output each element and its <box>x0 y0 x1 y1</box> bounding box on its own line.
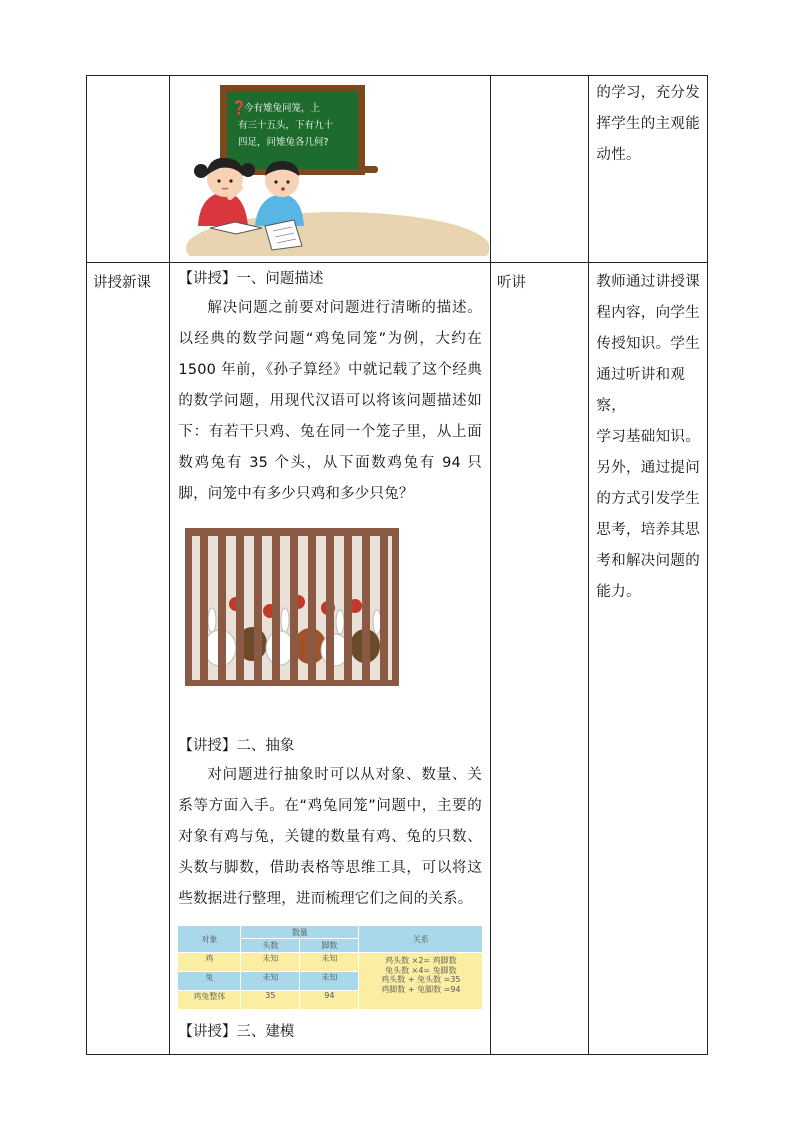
lesson-plan-table <box>86 75 708 1055</box>
girl-figure <box>194 158 255 226</box>
relation-line: 鸡脚数 + 兔脚数 =94 <box>381 984 461 994</box>
cell-heads: 未知 <box>241 953 300 972</box>
relation-line: 兔头数 ×4= 兔脚数 <box>385 965 457 975</box>
note-line: 学习基础知识。 <box>596 429 701 445</box>
intent-cell <box>589 76 708 263</box>
note-line: 思考，培养其思 <box>596 522 701 538</box>
cell-feet: 94 <box>300 991 359 1010</box>
col-heads: 头数 <box>241 939 300 953</box>
cell-object: 鸡兔整体 <box>178 991 241 1010</box>
stage-label: 讲授新课 <box>93 275 151 291</box>
cell-object: 鸡 <box>178 953 241 972</box>
intent-note <box>589 263 707 608</box>
note-line: 能力。 <box>596 584 641 600</box>
note-line: 程内容，向学生 <box>596 305 701 321</box>
teaching-content-cell <box>170 263 491 1055</box>
kids-blackboard-illustration <box>170 76 489 262</box>
note-line: 教师通过讲授课 <box>596 274 701 290</box>
note-line: 考和解决问题的 <box>596 553 701 569</box>
illustration-cell <box>170 76 491 263</box>
section-heading-2: 【讲授】二、抽象 <box>178 738 295 754</box>
note-line: 的方式引发学生 <box>596 491 701 507</box>
note-line: 的学习，充分发 <box>596 85 701 101</box>
activity-cell-empty <box>490 76 588 263</box>
relation-line: 鸡头数 + 兔头数 =35 <box>381 975 461 984</box>
blackboard-line-1: 今有雉兔同笼，上 <box>244 103 321 114</box>
note-line: 通过听讲和观察， <box>596 367 686 414</box>
col-quantity: 数量 <box>241 926 359 939</box>
col-object: 对象 <box>178 926 241 953</box>
relation-line: 鸡头数 ×2= 鸡脚数 <box>385 956 457 965</box>
blackboard-line-3: 四足，问雉兔各几何? <box>238 137 329 148</box>
chicken-rabbit-cage-illustration <box>170 516 489 686</box>
intent-note <box>589 76 707 171</box>
col-feet: 脚数 <box>300 939 359 953</box>
cell-relations <box>359 953 483 1010</box>
note-line: 动性。 <box>596 147 641 163</box>
section-heading-1: 【讲授】一、问题描述 <box>178 271 324 287</box>
section-heading-3: 【讲授】三、建模 <box>178 1024 295 1040</box>
cell-heads: 35 <box>241 991 300 1010</box>
blackboard-line-2: 有三十五头，下有九十 <box>238 120 334 131</box>
cell-object: 兔 <box>178 972 241 991</box>
note-line: 传授知识。学生 <box>596 336 701 352</box>
cell-feet: 未知 <box>300 972 359 991</box>
stage-cell-empty <box>87 76 170 263</box>
question-icon: ❓ <box>231 101 248 116</box>
section-paragraph-1: 解决问题之前要对问题进行清晰的描述。以经典的数学问题“鸡兔同笼”为例，大约在 1500 年前，《孙子算经》中就记载了这个经典的数学问题，用现代汉语可以将该问题描述如下：有若干只鸡、兔在同一个笼子里，从上面数鸡兔有 35 个头，从下面数鸡兔有 94 只脚，问笼中有多少只鸡和多少只兔？ <box>178 300 482 502</box>
section-paragraph-2: 对问题进行抽象时可以从对象、数量、关系等方面入手。在“鸡兔同笼”问题中，主要的对象有鸡与兔，关键的数量有鸡、兔的只数、头数与脚数，借助表格等思维工具，可以将这些数据进行整理，进而梳理它们之间的关系。 <box>178 767 482 907</box>
activity-cell <box>490 263 588 1055</box>
col-relation: 关系 <box>359 926 483 953</box>
table-row <box>87 263 708 1055</box>
activity-label: 听讲 <box>496 275 526 291</box>
table-row <box>87 76 708 263</box>
intent-cell <box>589 263 708 1055</box>
data-table <box>177 925 483 1010</box>
note-line: 另外，通过提问 <box>596 460 701 476</box>
table-row <box>178 953 483 972</box>
note-line: 挥学生的主观能 <box>596 116 701 132</box>
cell-feet: 未知 <box>300 953 359 972</box>
stage-cell <box>87 263 170 1055</box>
cell-heads: 未知 <box>241 972 300 991</box>
